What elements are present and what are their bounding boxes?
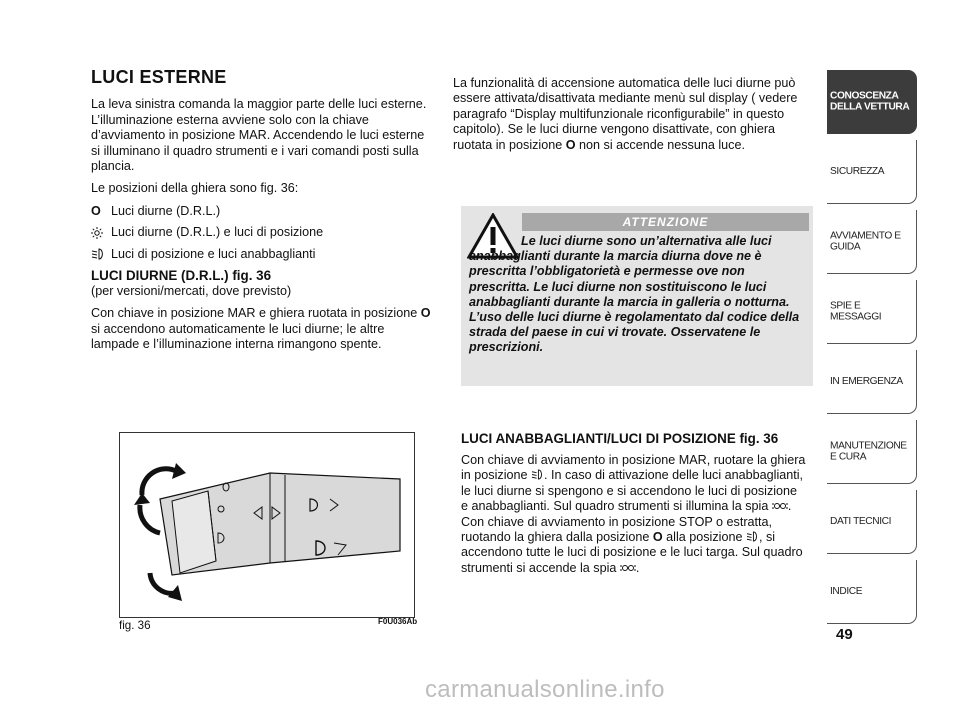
- drl-note: (per versioni/mercati, dove previsto): [91, 284, 292, 299]
- position-label: Luci di posizione e luci anabbaglianti: [111, 246, 316, 261]
- chapter-tabs: [827, 70, 917, 630]
- tab-sicurezza[interactable]: SICUREZZA: [827, 140, 917, 204]
- parking-light-indicator-icon: [620, 563, 636, 573]
- position-row-drl-parking: [91, 225, 436, 240]
- tab-conoscenza-della-vettura[interactable]: CONOSCENZA DELLA VETTURA: [827, 70, 917, 134]
- page-title: LUCI ESTERNE: [91, 67, 227, 87]
- o-symbol: O: [652, 530, 663, 545]
- low-beam-icon: [91, 248, 111, 260]
- page-number: 49: [836, 626, 853, 643]
- o-symbol: O: [420, 306, 431, 321]
- tab-manutenzione-e-cura[interactable]: MANUTENZIONE E CURA: [827, 420, 917, 484]
- right-column: [453, 76, 806, 160]
- tab-dati-tecnici[interactable]: DATI TECNICI: [827, 490, 917, 554]
- position-row-drl: [91, 204, 436, 219]
- figure-36-stalk-illustration: [119, 432, 415, 618]
- figure-label: fig. 36: [119, 619, 151, 632]
- sun-icon: [91, 227, 111, 239]
- low-beam-icon: [531, 469, 544, 480]
- position-label: Luci diurne (D.R.L.) e luci di posizione: [111, 225, 324, 240]
- drl-paragraph: Con chiave in posizione MAR e ghiera ruotata in posizione O si accendono automaticamente le luci diurne; le altre lampade e l’illuminazione interna rimangono spente.: [91, 306, 431, 352]
- position-label: Luci diurne (D.R.L.): [111, 203, 221, 218]
- auto-function-paragraph: La funzionalità di accensione automatica delle luci diurne può essere attivata/disattivata mediante menù sul display ( vedere paragrafo “Display multifunzionale riconfigurabile” in questo capitolo). Se le luci diurne vengono disattivate, con ghiera ruotata in posizione O non si accende nessuna luce.: [453, 76, 798, 152]
- figure-code: F0U036Ab: [378, 617, 418, 626]
- o-symbol: O: [91, 203, 101, 218]
- low-beam-paragraph: Con chiave di avviamento in posizione MAR, ruotare la ghiera in posizione . In caso di attivazione delle luci anabbaglianti, le luci diurne si spengono e si accendono le luci di posizione e anabbaglianti. Sul quadro strumenti si illumina la spia . Con chiave di avviamento in posizione STOP o estratta, ruotando la ghiera dalla posizione O alla posizione , si accendono tutte le luci di posizione e le luci targa. Sul quadro strumenti si accende la spia .: [461, 453, 806, 575]
- tab-in-emergenza[interactable]: IN EMERGENZA: [827, 350, 917, 414]
- position-row-low-beam: [91, 247, 436, 262]
- warning-title: ATTENZIONE: [522, 213, 809, 231]
- tab-indice[interactable]: INDICE: [827, 560, 917, 624]
- warning-box: [461, 206, 813, 386]
- parking-light-indicator-icon: [772, 501, 788, 511]
- watermark: carmanualsonline.info: [425, 676, 665, 703]
- low-beam-section: [461, 431, 806, 583]
- intro-paragraph: La leva sinistra comanda la maggior parte delle luci esterne. L’illuminazione esterna avviene solo con la chiave d’avviamento in posizione MAR. Accendendo le luci esterne si illuminano il quadro strumenti e i vari comandi posti sulla plancia.: [91, 97, 427, 174]
- positions-intro: Le posizioni della ghiera sono fig. 36:: [91, 181, 299, 196]
- left-column: [91, 67, 436, 360]
- low-beam-icon: [746, 531, 759, 542]
- warning-text: Le luci diurne sono un’alternativa alle luci anabbaglianti durante la marcia diurna dove ne è prescritta l’obbligatorietà e permesse ove non prescritta. Le luci diurne non sostituiscono le luci anabbaglianti durante la marcia in galleria o notturna. L’uso delle luci diurne è regolamentato dal codice della strada del paese in cui vi trovate. Osservatene le prescrizioni.: [469, 234, 800, 355]
- low-beam-heading: LUCI ANABBAGLIANTI/LUCI DI POSIZIONE fig. 36: [461, 431, 779, 446]
- tab-avviamento-e-guida[interactable]: AVVIAMENTO E GUIDA: [827, 210, 917, 274]
- drl-heading: LUCI DIURNE (D.R.L.) fig. 36: [91, 268, 272, 284]
- o-symbol: O: [565, 137, 576, 152]
- tab-spie-e-messaggi[interactable]: SPIE E MESSAGGI: [827, 280, 917, 344]
